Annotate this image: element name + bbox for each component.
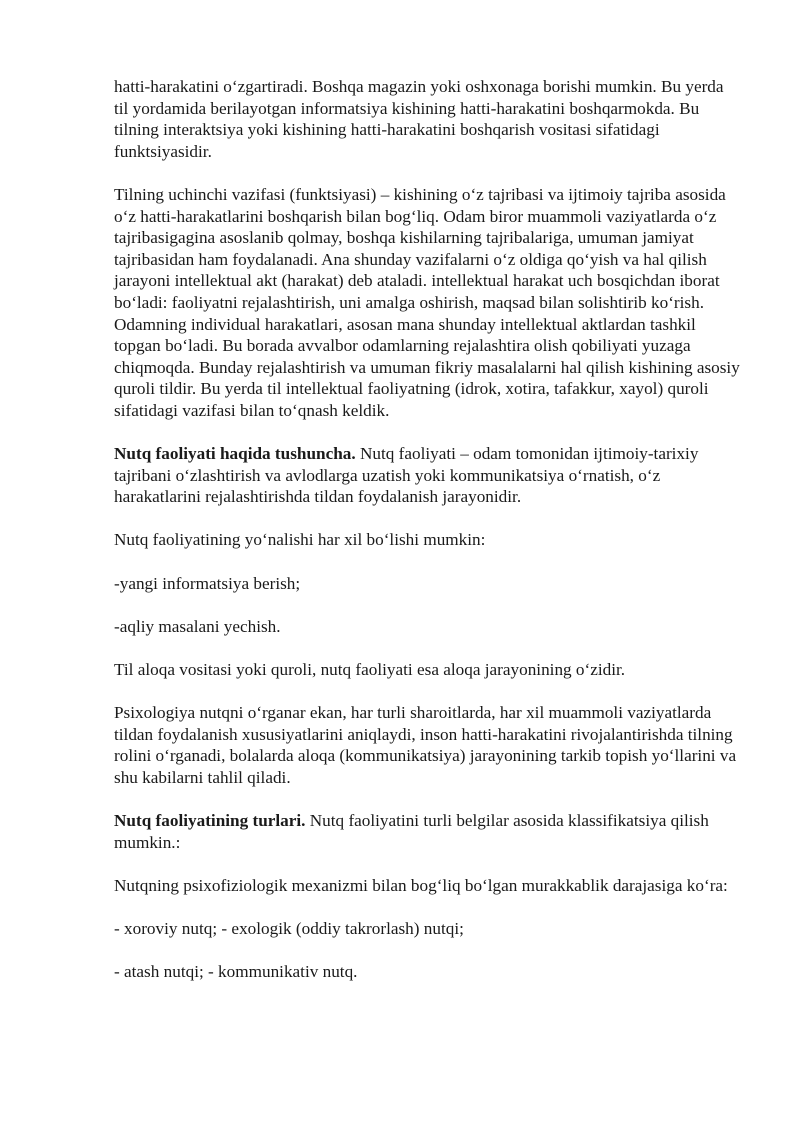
paragraph-complexity-level: Nutqning psixofiziologik mexanizmi bilan bog‘liq bo‘lgan murakkablik darajasiga ko‘ra: [114,875,728,895]
paragraph-direction-intro: Nutq faoliyatining yo‘nalishi har xil bo‘lishi mumkin: [114,530,486,550]
section-heading-speech-types: Nutq faoliyatining turlari. [114,811,306,831]
section-heading-speech-activity: Nutq faoliyati haqida tushuncha. [114,444,356,464]
list-item-naming-communicative-speech: - atash nutqi; - kommunikativ nutq. [114,962,358,982]
document-page [114,76,742,1005]
paragraph-language-tool: Til aloqa vositasi yoki quroli, nutq faoliyati esa aloqa jarayonining o‘zidir. [114,660,626,680]
list-item-new-information: -yangi informatsiya berish; [114,573,301,593]
paragraph-interaction-function: hatti-harakatini o‘zgartiradi. Boshqa magazin yoki oshxonaga borishi mumkin. Bu yerda til yordamida berilayotgan informatsiya kishining hatti-harakatini boshqarmokda. Bu tilning interaktsiya yoki kishining hatti-harakatini boshqarish vositasi sifatidagi funktsiyasidir. [114,77,724,161]
paragraph-speech-activity-concept [114,443,742,508]
list-item-choral-echo-speech: - xoroviy nutq; - exologik (oddiy takrorlash) nutqi; [114,919,464,939]
paragraph-psychology-study: Psixologiya nutqni o‘rganar ekan, har turli sharoitlarda, har xil muammoli vaziyatlarda tildan foydalanish xususiyatlarini aniqlaydi, inson hatti-harakatini rivojalantirishda tilning rolini o‘rganadi, bolalarda aloqa (kommunikatsiya) jarayonining tarkib topish yo‘llarini va shu kabilarni tahlil qiladi. [114,703,737,787]
paragraph-text: Nutq faoliyatini turli belgilar asosida klassifikatsiya qilish mumkin.: [114,811,709,852]
paragraph-text: Nutq faoliyati – odam tomonidan ijtimoiy-tarixiy tajribani o‘zlashtirish va avlodlarga uzatish yoki kommunikatsiya o‘rnatish, o‘z harakatlarini rejalashtirishda tildan foydalanish jarayonidir. [114,444,699,507]
paragraph-speech-types [114,810,742,853]
list-item-mental-task: -aqliy masalani yechish. [114,616,281,636]
paragraph-third-function: Tilning uchinchi vazifasi (funktsiyasi) – kishining o‘z tajribasi va ijtimoiy tajriba asosida o‘z hatti-harakatlarini boshqarish bilan bog‘liq. Odam biror muammoli vaziyatlarda o‘z tajribasigagina asoslanib qolmay, boshqa kishilarning tajribalariga, umuman jamiyat tajribasidan ham foydalanadi. Ana shunday vazifalarni o‘z oldiga qo‘yish va hal qilish jarayoni intellektual akt (harakat) deb ataladi. intellektual harakat uch bosqichdan iborat bo‘ladi: faoliyatni rejalashtirish, uni amalga oshirish, maqsad bilan solishtirib ko‘rish. Odamning individual harakatlari, asosan mana shunday intellektual aktlardan tashkil topgan bo‘ladi. Bu borada avvalbor odamlarning rejalashtira olish qobiliyati yuzaga chiqmoqda. Bunday rejalashtirish va umuman fikriy masalalarni hal qilish kishining asosiy quroli tildir. Bu yerda til intellektual faoliyatning (idrok, xotira, tafakkur, xayol) quroli sifatidagi vazifasi bilan to‘qnash keldik. [114,184,740,420]
